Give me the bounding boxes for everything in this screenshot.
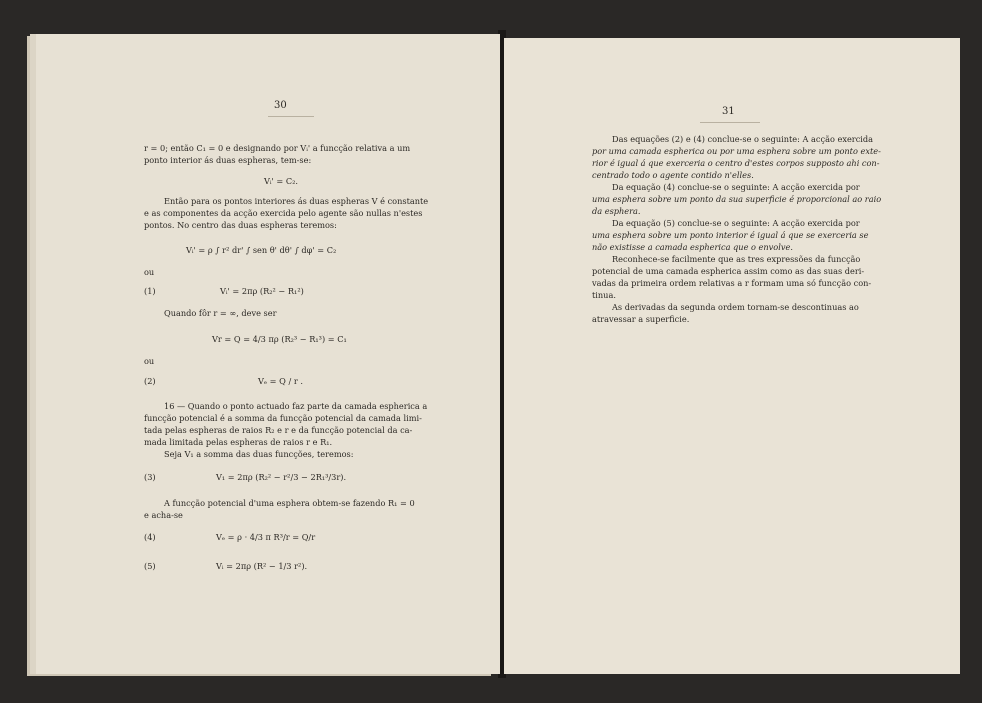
text-line: funcção potencial é a somma da funcção potencial da camada limi-: [144, 413, 422, 423]
text-line: tinua.: [592, 290, 616, 300]
left-page: [36, 34, 500, 674]
text-line: 16 — Quando o ponto actuado faz parte da camada espherica a: [164, 401, 428, 411]
text-line: centrado todo o agente contido n'elles.: [592, 170, 754, 180]
page-number: 31: [722, 106, 735, 117]
text-line: r = 0; então C₁ = 0 e designando por Vᵢ' a funcção relativa a um: [144, 143, 411, 153]
equation: Vₑ = ρ · 4/3 π R³/r = Q/r: [216, 532, 316, 542]
page-number-rule: [268, 116, 314, 117]
text-line: rior é igual á que exerceria o centro d'estes corpos supposto ahi con-: [592, 158, 880, 168]
page-number: 30: [274, 100, 287, 111]
page-number-rule: [700, 122, 760, 123]
text-line: tada pelas espheras de raios R₂ e r e da funcção potencial da ca-: [144, 425, 413, 435]
text-line: Então para os pontos interiores ás duas espheras V é constante: [164, 196, 429, 206]
text-line: Das equações (2) e (4) conclue-se o seguinte: A acção exercida: [612, 134, 874, 144]
text-line: potencial de uma camada espherica assim como as das suas deri-: [592, 266, 865, 276]
equation: Vr = Q = 4/3 πρ (R₂³ − R₁³) = C₁: [212, 334, 347, 344]
equation: Vᵢ' = ρ ∫ r² dr' ∫ sen θ' dθ' ∫ dφ' = C₂: [186, 245, 337, 255]
text-line: ou: [144, 267, 155, 277]
equation: Vᵢ' = 2πρ (R₂² − R₁²): [220, 286, 304, 296]
text-line: e acha-se: [144, 510, 183, 520]
text-line: atravessar a superficie.: [592, 314, 690, 324]
text-line: Da equação (5) conclue-se o seguinte: A acção exercida por: [612, 218, 860, 228]
equation-number: (3): [144, 472, 156, 482]
equation-number: (1): [144, 286, 156, 296]
text-line: e as componentes da acção exercida pelo agente são nullas n'estes: [144, 208, 423, 218]
text-line: Reconhece-se facilmente que as tres expressões da funcção: [612, 254, 861, 264]
text-line: Quando fôr r = ∞, deve ser: [164, 308, 277, 318]
equation-number: (2): [144, 376, 156, 386]
text-line: Seja V₁ a somma das duas funcções, teremos:: [164, 449, 354, 459]
equation-number: (4): [144, 532, 156, 542]
text-line: por uma camada espherica ou por uma esphera sobre um ponto exte-: [592, 146, 881, 156]
text-line: uma esphera sobre um ponto da sua superficie é proporcional ao raio: [592, 194, 882, 204]
text-line: mada limitada pelas espheras de raios r e R₁.: [144, 437, 333, 447]
equation: Vₑ = Q / r .: [258, 376, 303, 386]
text-line: A funcção potencial d'uma esphera obtem-se fazendo R₁ = 0: [164, 498, 415, 508]
text-line: ou: [144, 356, 155, 366]
text-line: pontos. No centro das duas espheras teremos:: [144, 220, 337, 230]
text-line: vadas da primeira ordem relativas a r formam uma só funcção con-: [592, 278, 872, 288]
text-line: As derivadas da segunda ordem tornam-se descontinuas ao: [612, 302, 859, 312]
text-line: uma esphera sobre um ponto interior é igual á que se exerceria se: [592, 230, 869, 240]
equation: Vᵢ = 2πρ (R² − 1/3 r²).: [216, 561, 308, 571]
text-line: da esphera.: [592, 206, 641, 216]
text-line: Da equação (4) conclue-se o seguinte: A acção exercida por: [612, 182, 860, 192]
equation: V₁ = 2πρ (R₂² − r²/3 − 2R₁³/3r).: [216, 472, 347, 482]
text-line: ponto interior ás duas espheras, tem-se:: [144, 155, 312, 165]
equation: Vᵢ' = C₂.: [264, 176, 299, 186]
equation-number: (5): [144, 561, 156, 571]
text-line: não existisse a camada espherica que o envolve.: [592, 242, 793, 252]
right-page: [504, 38, 960, 674]
